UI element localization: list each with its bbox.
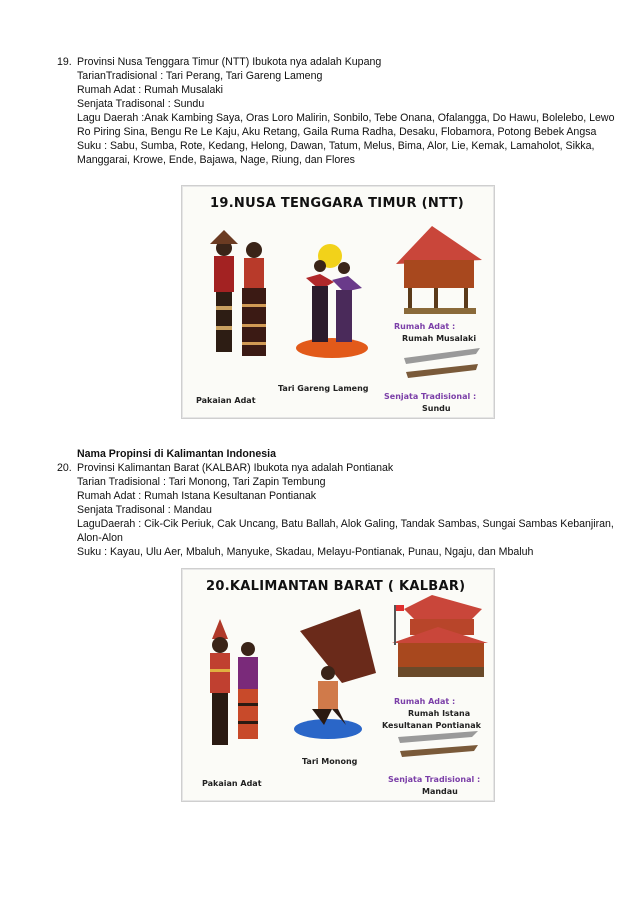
kalimantan-section-title: Nama Propinsi di Kalimantan Indonesia — [77, 448, 276, 460]
kalbar-pakaian-figure — [210, 619, 258, 745]
kalbar-rumah-figure — [392, 595, 488, 677]
ntt-line-lagu: Lagu Daerah :Anak Kambing Saya, Oras Loro Malirin, Sonbilo, Tebe Onana, Ofalangga, Do Hawu, Bolelebo, Lewo Ro Piring Sina, Bengu Re Le Kaju, Aku Retang, Gaila Ruma Radha, Desaku, Flobamora, Potong Bebek Angsa — [77, 112, 615, 138]
kalimantan-section — [57, 447, 617, 461]
ntt-lines — [77, 55, 617, 167]
kalbar-number: 20. — [57, 462, 72, 474]
ntt-rumah-figure — [396, 226, 482, 314]
kalbar-rumah-name1: Rumah Istana — [408, 709, 471, 718]
kalbar-rumah-label: Rumah Adat : — [394, 697, 456, 706]
ntt-entry — [57, 55, 617, 167]
kalbar-entry — [57, 461, 617, 559]
ntt-tari-caption: Tari Gareng Lameng — [278, 384, 369, 393]
kalbar-tari-figure — [294, 609, 376, 739]
kalbar-line-tarian: Tarian Tradisional : Tari Monong, Tari Zapin Tembung — [77, 476, 326, 488]
kalbar-senjata-figure — [398, 731, 478, 757]
ntt-rumah-label: Rumah Adat : — [394, 322, 456, 331]
kalbar-pakaian-caption: Pakaian Adat — [202, 779, 262, 788]
kalbar-figure-title: 20.KALIMANTAN BARAT ( KALBAR) — [206, 579, 466, 594]
ntt-line-capital: Provinsi Nusa Tenggara Timur (NTT) Ibukota nya adalah Kupang — [77, 56, 382, 68]
kalbar-line-capital: Provinsi Kalimantan Barat (KALBAR) Ibukota nya adalah Pontianak — [77, 462, 394, 474]
ntt-figure-title: 19.NUSA TENGGARA TIMUR (NTT) — [210, 196, 464, 211]
kalbar-line-suku: Suku : Kayau, Ulu Aer, Mbaluh, Manyuke, Skadau, Melayu-Pontianak, Punau, Ngaju, dan Mbaluh — [77, 546, 534, 558]
ntt-rumah-name: Rumah Musalaki — [402, 334, 477, 343]
kalbar-figure — [181, 568, 495, 802]
kalbar-lines — [77, 461, 617, 559]
ntt-line-senjata: Senjata Tradisonal : Sundu — [77, 98, 205, 110]
ntt-pakaian-caption: Pakaian Adat — [196, 396, 256, 405]
kalbar-tari-caption: Tari Monong — [302, 757, 358, 766]
ntt-tari-figure — [296, 244, 368, 358]
ntt-line-suku: Suku : Sabu, Sumba, Rote, Kedang, Helong, Dawan, Tatum, Melus, Bima, Alor, Lie, Kemak, Lamaholot, Sikka, Manggarai, Krowe, Ende, Bajawa, Nage, Riung, dan Flores — [77, 140, 595, 166]
ntt-senjata-name: Sundu — [422, 404, 451, 413]
ntt-line-tarian: TarianTradisional : Tari Perang, Tari Gareng Lameng — [77, 70, 323, 82]
kalbar-rumah-name2: Kesultanan Pontianak — [382, 721, 481, 730]
ntt-pakaian-figure — [210, 230, 266, 356]
kalbar-senjata-name: Mandau — [422, 787, 458, 796]
kalbar-illustration — [182, 569, 494, 801]
ntt-number: 19. — [57, 56, 72, 68]
ntt-senjata-label: Senjata Tradisional : — [384, 392, 477, 401]
ntt-senjata-figure — [404, 348, 480, 378]
kalbar-line-rumah: Rumah Adat : Rumah Istana Kesultanan Pontianak — [77, 490, 317, 502]
ntt-figure — [181, 185, 495, 419]
ntt-line-rumah: Rumah Adat : Rumah Musalaki — [77, 84, 224, 96]
kalbar-line-lagu: LaguDaerah : Cik-Cik Periuk, Cak Uncang, Batu Ballah, Alok Galing, Tandak Sambas, Sungai Sambas Kebanjiran, Alon-Alon — [77, 518, 614, 544]
kalbar-senjata-label: Senjata Tradisional : — [388, 775, 481, 784]
kalbar-line-senjata: Senjata Tradisonal : Mandau — [77, 504, 212, 516]
